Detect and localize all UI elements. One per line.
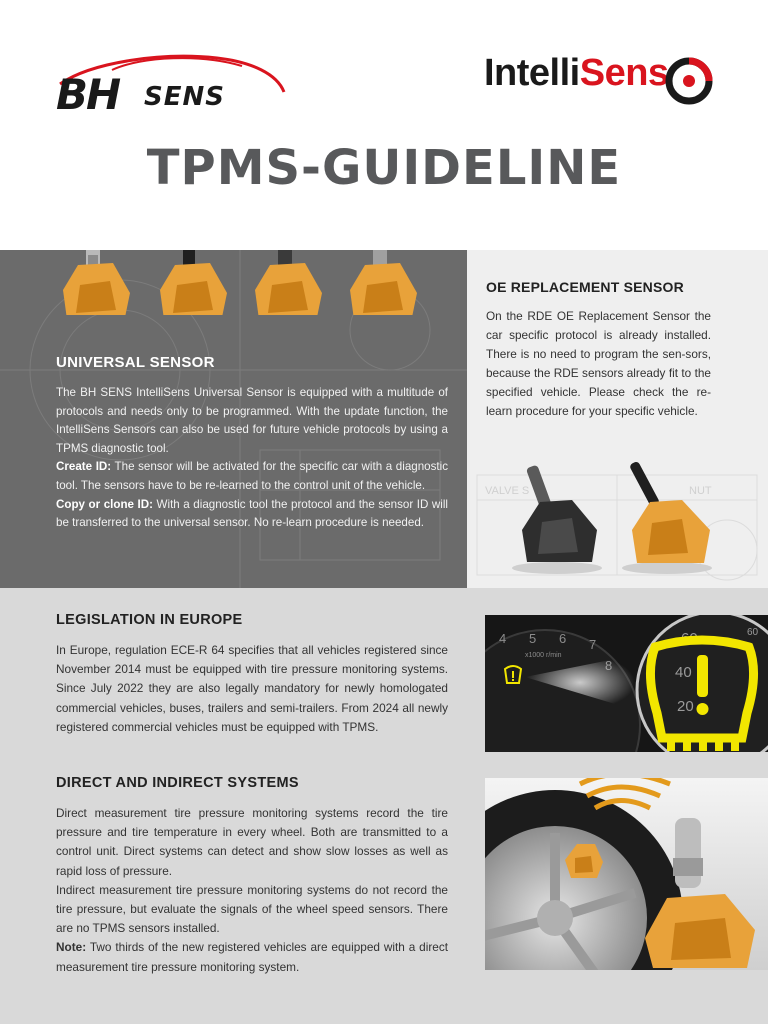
sensor-3: [255, 250, 322, 315]
dashboard-warning-image: [485, 615, 768, 752]
universal-sensor-text: [56, 384, 448, 533]
dashboard-illustration: [485, 615, 768, 752]
tacho-unit: x1000 r/min: [525, 652, 562, 659]
logo-sens-red-text: Sens: [579, 52, 669, 94]
page-title: TPMS-GUIDELINE: [146, 140, 622, 196]
sensor-4: [350, 250, 417, 315]
direct-indirect-text: [56, 804, 448, 977]
oe-replacement-text: On the RDE OE Replacement Sensor the car specific protocol is already installed. There is no need to program the sen-sors, because the RDE sensors already fit to the specified vehicle. Please check the re-learn procedure for your specific vehicle.: [486, 309, 711, 418]
wheel-sensor-image: [485, 778, 768, 970]
oe-sensor-dark: [512, 464, 602, 574]
universal-sensors-image: [0, 250, 467, 315]
note-paragraph: [56, 938, 448, 976]
copy-id-paragraph: [56, 496, 448, 533]
wheel-illustration: [485, 778, 768, 970]
legislation-heading: LEGISLATION IN EUROPE: [56, 612, 243, 628]
copy-id-label: Copy or clone ID:: [56, 497, 153, 511]
copy-id-text: With a diagnostic tool the protocol and the sensor ID will be transferred to the universal sensor. No re-learn procedure is needed.: [56, 497, 448, 530]
oe-sensor-orange: [622, 461, 712, 574]
speedo-outer-60: 60: [747, 627, 759, 638]
universal-intro: The BH SENS IntelliSens Universal Sensor is equipped with a multitude of protocols and needs only to be programmed. With the update function, the IntelliSens Sensors can also be used for future vehicle protocols by using a TPMS diagnostic tool.: [56, 386, 448, 455]
sensor-1: [63, 250, 130, 315]
oe-replacement-heading: OE REPLACEMENT SENSOR: [486, 279, 684, 295]
blueprint-nut-label: NUT: [689, 485, 712, 497]
direct-indirect-heading: DIRECT AND INDIRECT SYSTEMS: [56, 775, 299, 791]
blueprint-valve-label: VALVE S: [485, 485, 530, 497]
create-id-label: Create ID:: [56, 460, 112, 474]
speedo-num-40: 40: [675, 664, 692, 681]
speedo-num-60: 60: [681, 630, 698, 647]
bh-sens-logo: [52, 48, 292, 118]
tacho-num-7: 7: [589, 637, 597, 652]
note-label: Note:: [56, 940, 87, 955]
tacho-num-5: 5: [529, 631, 537, 646]
legislation-text: In Europe, regulation ECE-R 64 specifies that all vehicles registered since November 2014 must be equipped with tire pressure monitoring systems. Since July 2022 they are also legally mandatory for newly homologated commercial vehicles, buses, trailers and semi-trailers. From 2024 all newly registered commercial vehicles must be equipped with TPMS.: [56, 643, 448, 734]
header: [0, 0, 768, 250]
logo-sens-text: SENS: [144, 82, 225, 112]
tacho-num-6: 6: [559, 631, 567, 646]
indirect-paragraph: Indirect measurement tire pressure monitoring systems do not record the tire pressure, but evaluate the signals of the wheel speed sensors. There are no TPMS sensors installed.: [56, 882, 448, 936]
universal-sensor-heading: UNIVERSAL SENSOR: [56, 354, 215, 371]
logo-intelli-text: Intelli: [484, 52, 580, 94]
speedo-num-20: 20: [677, 698, 694, 715]
note-text: Two thirds of the new registered vehicles are equipped with a direct measurement tire pressure monitoring system.: [56, 940, 448, 974]
tacho-num-4: 4: [499, 631, 507, 646]
create-id-text: The sensor will be activated for the specific car with a diagnostic tool. The sensors have to be re-learned to the control unit of the vehicle.: [56, 460, 449, 492]
create-id-paragraph: [56, 458, 448, 495]
logo-bh-text: BH: [56, 70, 120, 119]
oe-sensors-image: [467, 455, 768, 575]
sensor-2: [160, 250, 227, 315]
intellisens-ring-icon: [664, 56, 714, 106]
intellisens-logo: [484, 52, 714, 114]
direct-paragraph: Direct measurement tire pressure monitoring systems record the tire pressure and tire temperature in every wheel. Both are transmitted to a control unit. Direct systems can detect and show slow losses as well as rapid loss of pressure.: [56, 806, 448, 878]
